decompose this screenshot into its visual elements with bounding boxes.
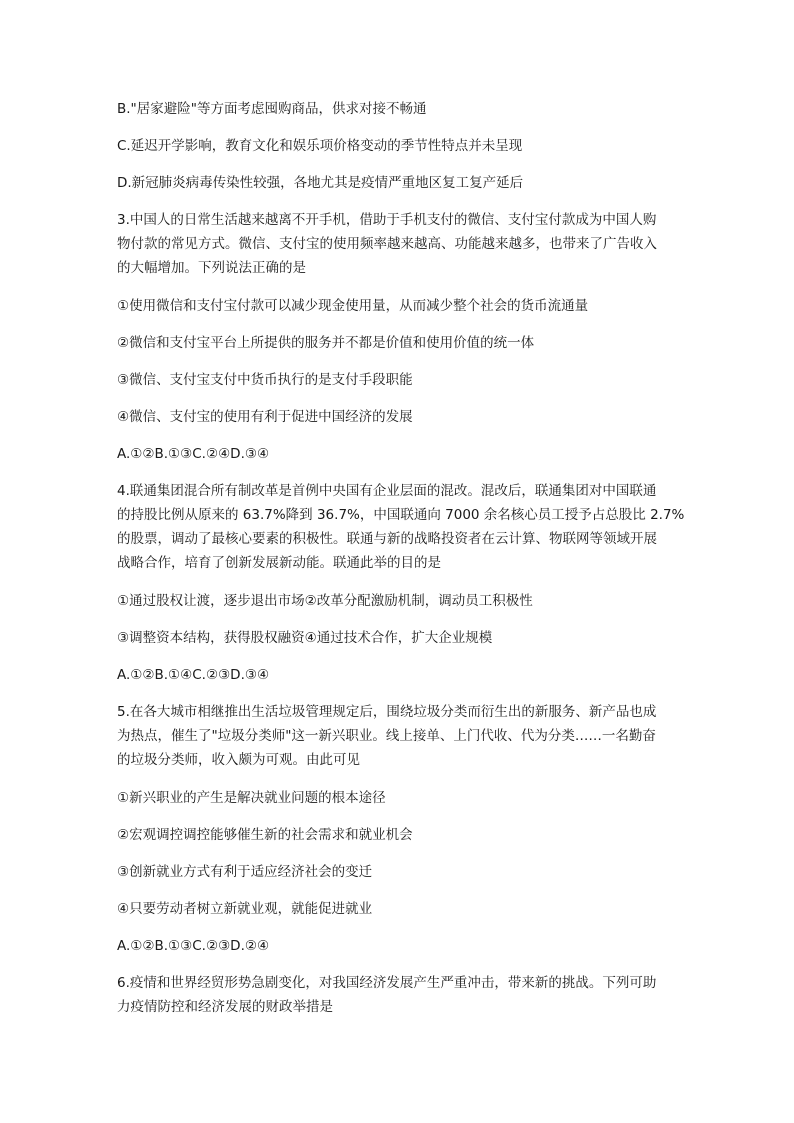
q3-answer-choices: A.①②B.①③C.②④D.③④ [117,446,270,462]
q3-statement-1: ①使用微信和支付宝付款可以减少现金使用量，从而减少整个社会的货币流通量 [117,298,589,314]
option-b-line: B."居家避险"等方面考虑囤购商品，供求对接不畅通 [117,101,427,117]
question-4-line-3: 的股票，调动了最核心要素的积极性。联通与新的战略投资者在云计算、物联网等领域开展 [117,531,657,547]
option-d-line: D.新冠肺炎病毒传染性较强，各地尤其是疫情严重地区复工复产延后 [117,175,524,191]
question-4-line-2: 的持股比例从原来的 63.7%降到 36.7%，中国联通向 7000 余名核心员工授予占总股比 2.7% [117,507,685,523]
question-6-line-1: 6.疫情和世界经贸形势急剧变化，对我国经济发展产生严重冲击，带来新的挑战。下列可助 [117,975,657,991]
q4-statements-1-2: ①通过股权让渡，逐步退出市场②改革分配激励机制，调动员工积极性 [117,593,533,609]
question-3-line-3: 的大幅增加。下列说法正确的是 [117,260,306,276]
q4-answer-choices: A.①②B.①④C.②③D.③④ [117,667,270,683]
q3-statement-4: ④微信、支付宝的使用有利于促进中国经济的发展 [117,409,413,425]
option-c-line: C.延迟开学影响，教育文化和娱乐项价格变动的季节性特点并未呈现 [117,138,523,154]
question-5-line-2: 为热点，催生了"垃圾分类师"这一新兴职业。线上接单、上门代收、代为分类……一名勤奋 [117,728,656,744]
q3-statement-2: ②微信和支付宝平台上所提供的服务并不都是价值和使用价值的统一体 [117,335,535,351]
question-5-line-3: 的垃圾分类师，收入颇为可观。由此可见 [117,752,360,768]
q5-statement-4: ④只要劳动者树立新就业观，就能促进就业 [117,901,373,917]
question-3-line-1: 3.中国人的日常生活越来越离不开手机，借助于手机支付的微信、支付宝付款成为中国人购 [117,212,657,228]
question-4-line-1: 4.联通集团混合所有制改革是首例中央国有企业层面的混改。混改后，联通集团对中国联通 [117,483,657,499]
question-3-line-2: 物付款的常见方式。微信、支付宝的使用频率越来越高、功能越来越多，也带来了广告收入 [117,236,657,252]
q5-statement-2: ②宏观调控调控能够催生新的社会需求和就业机会 [117,827,413,843]
q5-statement-1: ①新兴职业的产生是解决就业问题的根本途径 [117,790,386,806]
q5-statement-3: ③创新就业方式有利于适应经济社会的变迁 [117,864,373,880]
question-5-line-1: 5.在各大城市相继推出生活垃圾管理规定后，围绕垃圾分类而衍生出的新服务、新产品也成 [117,704,657,720]
q4-statements-3-4: ③调整资本结构，获得股权融资④通过技术合作，扩大企业规模 [117,630,493,646]
question-6-line-2: 力疫情防控和经济发展的财政举措是 [117,999,333,1015]
q5-answer-choices: A.①②B.①③C.②③D.②④ [117,938,270,954]
q3-statement-3: ③微信、支付宝支付中货币执行的是支付手段职能 [117,372,413,388]
question-4-line-4: 战略合作，培育了创新发展新动能。联通此举的目的是 [117,555,441,571]
